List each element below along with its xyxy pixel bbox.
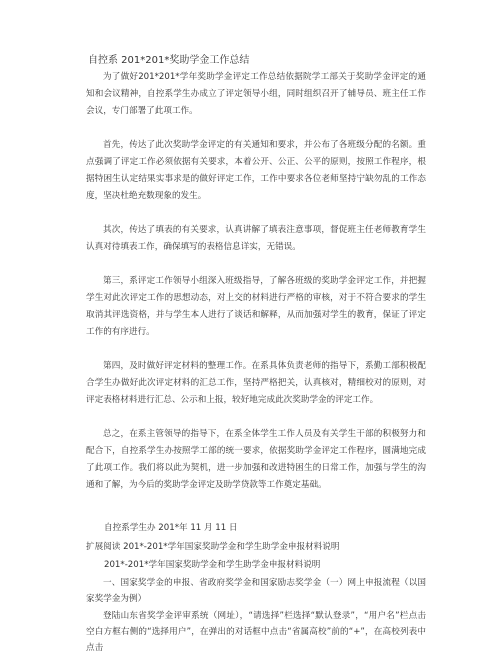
extended-reading-heading: 扩展阅读 201*-201*学年国家奖助学金和学生助学金申报材料说明 [86,542,340,552]
paragraph-intro: 为了做好201*201*学年奖助学金评定工作总结依据院学工部关于奖助学金评定的通知和会议精神，自控系学生办成立了评定领导小组，同时组织召开了辅导员、班主任工作会议，专门部署了此项工作。 [86,72,426,116]
section-heading: 一、国家奖学金的申报、省政府奖学金和国家励志奖学金（一）网上申报流程（以国家奖学金为例） [86,578,426,604]
paragraph-second: 其次，传达了填表的有关要求，认真讲解了填表注意事项，督促班主任老师教育学生认真对待填表工作，确保填写的表格信息详实，无错误。 [86,225,426,252]
paragraph-fourth: 第四，及时做好评定材料的整理工作。在系具体负责老师的指导下，系勤工部积极配合学生办做好此次评定材料的汇总工作，坚持严格把关，认真核对，精细校对的原则，对评定表格材料进行汇总、公示和上报，较好地完成此次奖助学金的评定工作。 [86,361,426,405]
paragraph-third: 第三，系评定工作领导小组深入班级指导，了解各班级的奖助学金评定工作，并把握学生对此次评定工作的思想动态，对上交的材料进行严格的审核，对于不符合要求的学生取消其评选资格，并与学生本人进行了谈话和解释，从而加强对学生的教育，保证了评定工作的有序进行。 [86,276,426,337]
document-title: 自控系 201*201*奖助学金工作总结 [88,55,250,66]
signature-line: 自控系学生办 201*年 11 月 11 日 [104,523,238,533]
paragraph-first: 首先，传达了此次奖助学金评定的有关通知和要求，并公布了各班级分配的名额。重点强调了评定工作必须依据有关要求，本着公开、公正、公平的原则，按照工作程序，根据特困生认定结果实事求是的做好评定工作，工作中要求各位老师坚持宁缺勿乱的工作态度，坚决杜绝充数现象的发生。 [86,140,426,201]
paragraph-login-steps: 登陆山东省奖学金评审系统（网址），“请选择”栏选择“默认登录”，“用户名”栏点击空白方框右侧的“选择用户”，在弹出的对话框中点击“省属高校”前的“+”，在高校列表中点击 [86,611,426,653]
paragraph-summary: 总之，在系主管领导的指导下，在系全体学生工作人员及有关学生干部的积极努力和配合下，自控系学生办按照学工部的统一要求，依据奖助学金评定工作程序，圆满地完成了此项工作。我们将以此为契机，进一步加强和改进特困生的日常工作，加强与学生的沟通和了解，为今后的奖助学金评定及助学贷款等工作奠定基础。 [86,429,426,490]
document-subtitle: 201*-201*学年国家奖助学金和学生助学金申报材料说明 [104,560,321,570]
